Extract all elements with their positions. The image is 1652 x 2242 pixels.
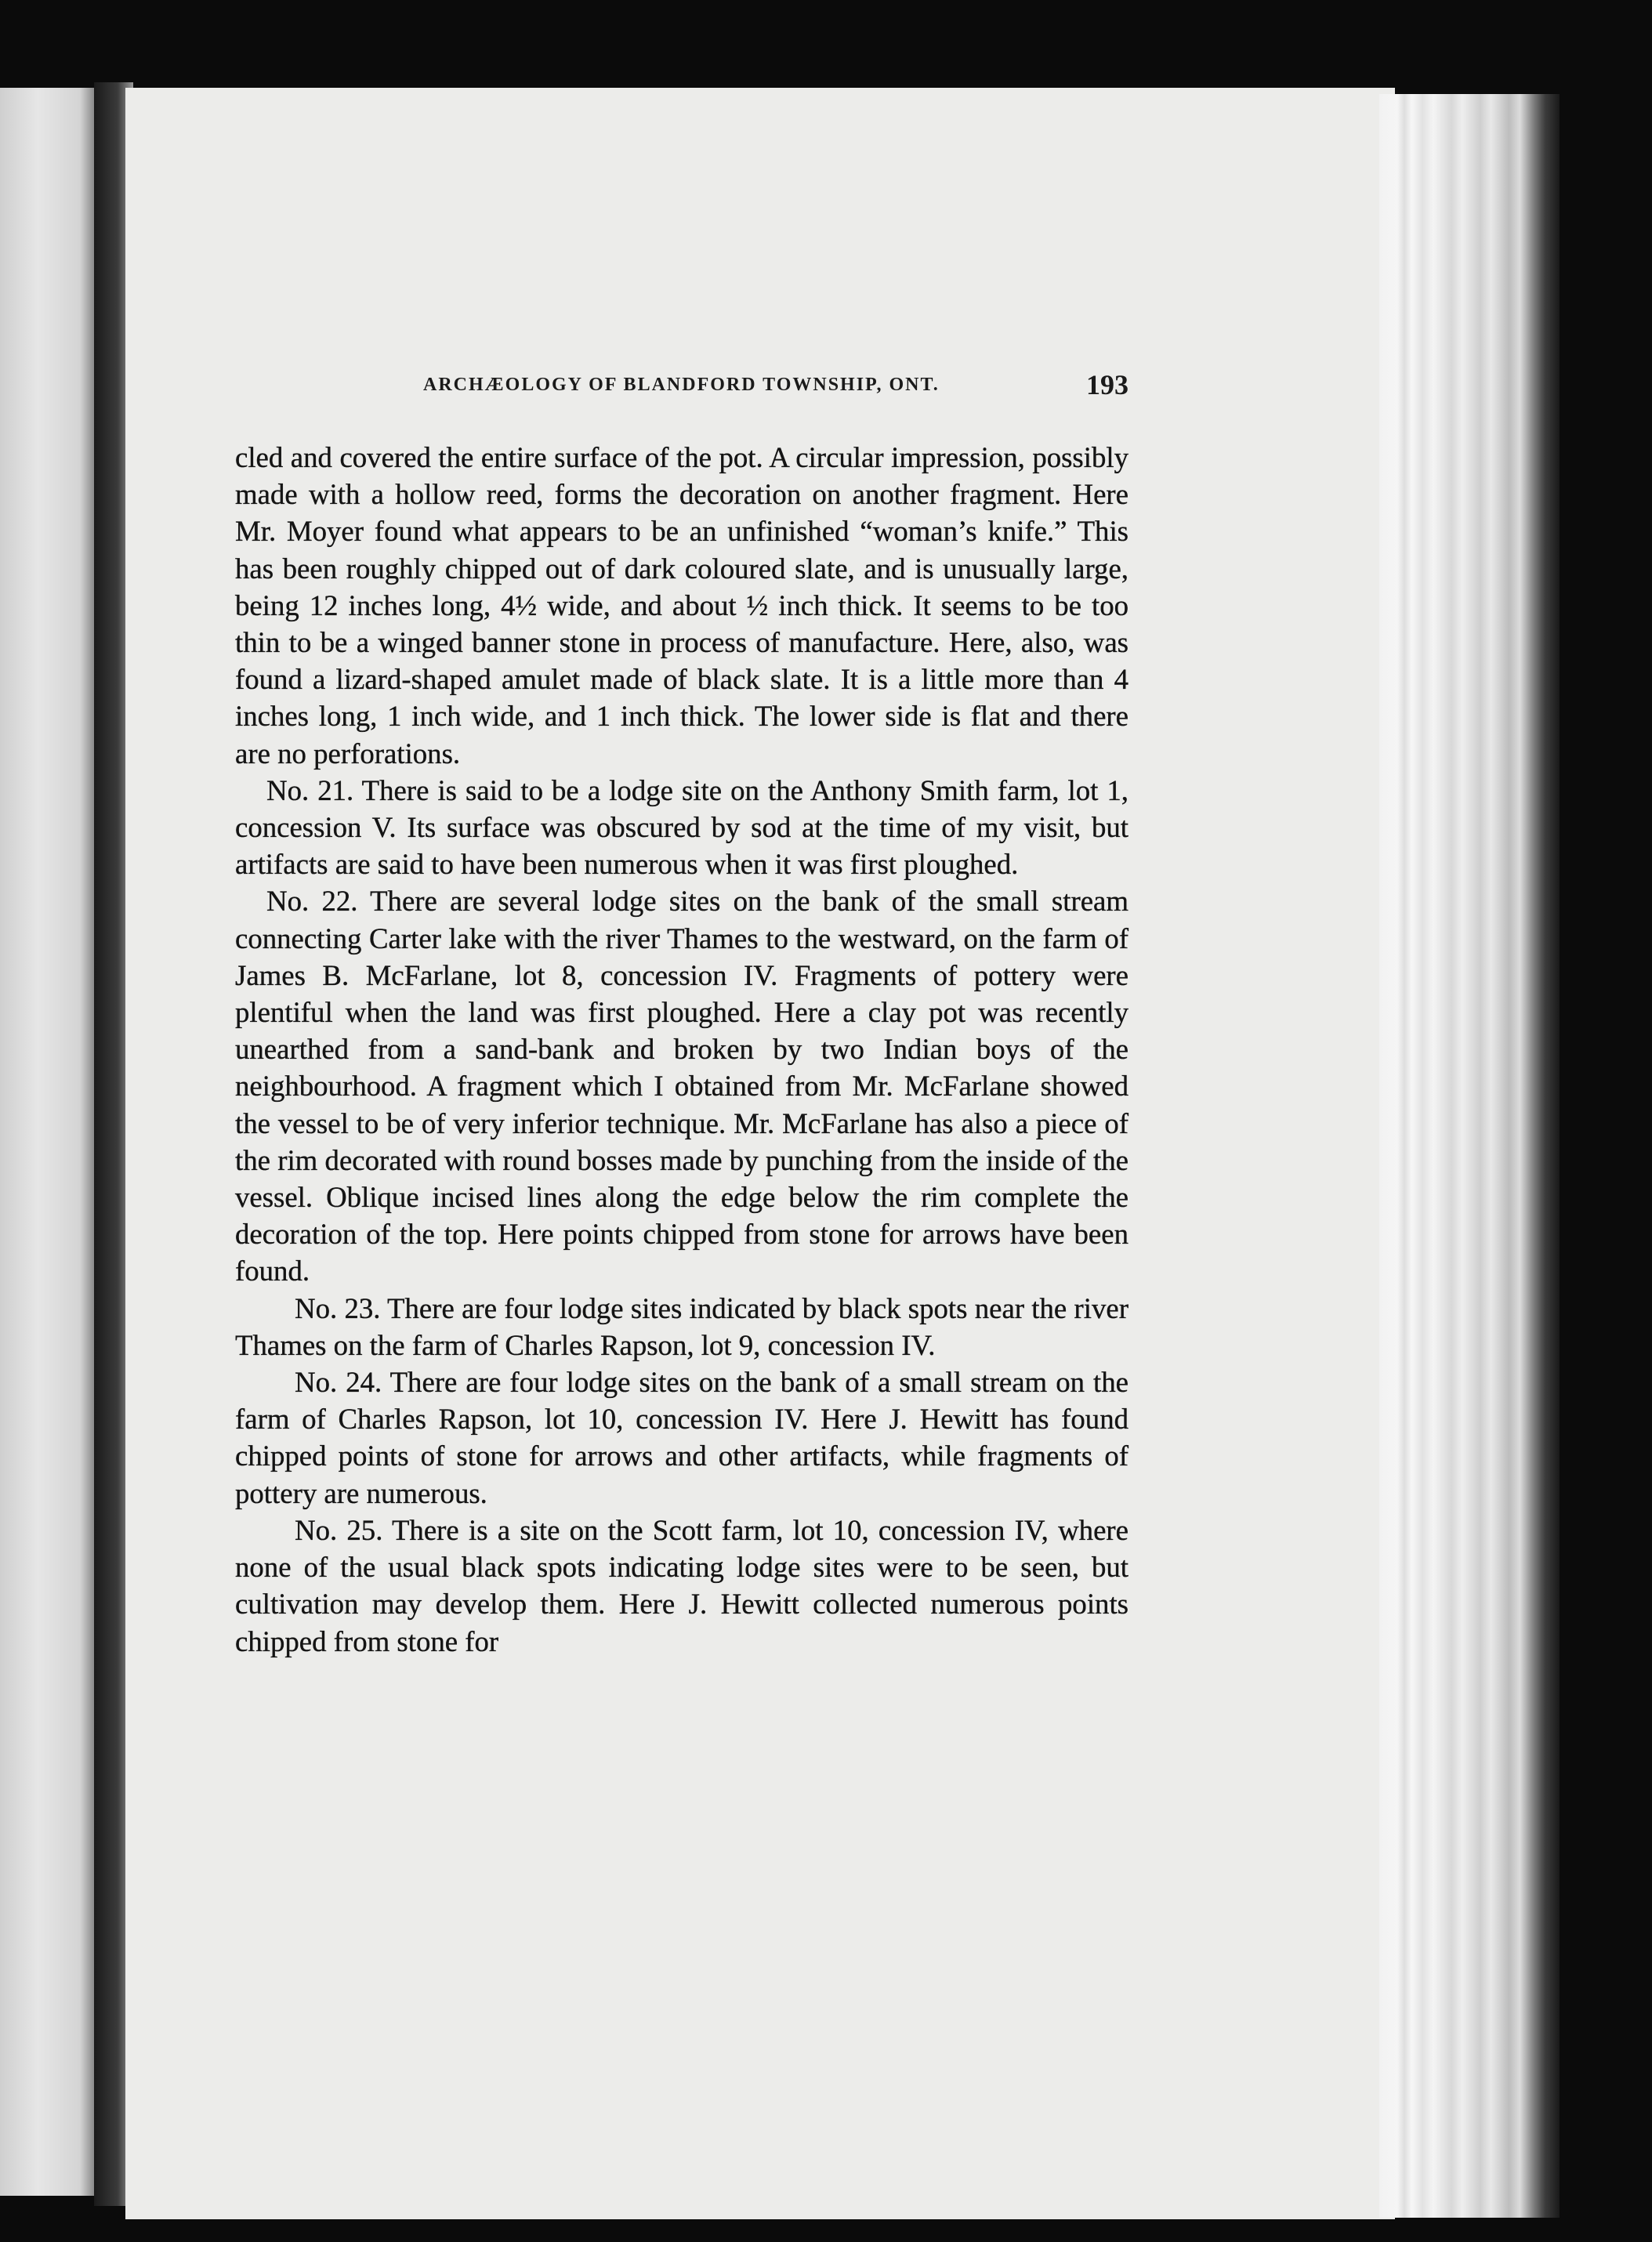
paragraph-continued: cled and covered the entire surface of the pot. A circular impression, possibly made with a hollow reed, forms the decoration on another fragment. Here Mr. Moyer found what appears to be an unfinished “woman’s knife.” This has been roughly chipped out of dark coloured slate, and is unusually large, being 12 inches long, 4½ wide, and about ½ inch thick. It seems to be too thin to be a winged banner stone in process of manufacture. Here, also, was found a lizard-shaped amulet made of black slate. It is a little more than 4 inches long, 1 inch wide, and 1 inch thick. The lower side is flat and there are no perforations. xyxy=(235,441,1129,770)
left-page-edge xyxy=(0,88,94,2196)
paragraph-no-25: No. 25. There is a site on the Scott farm, lot 10, concession IV, where none of the usual black spots indicating lodge sites were to be seen, but cultivation may develop them. Here J. Hewitt collected numerous points chipped from stone for xyxy=(235,1513,1129,1657)
page-number: 193 xyxy=(1086,369,1129,400)
paragraph-no-21: No. 21. There is said to be a lodge site on the Anthony Smith farm, lot 1, concession V. Its surface was obscured by sod at the time of my visit, but artifacts are said to have been numerous when it was first ploughed. xyxy=(235,773,1129,881)
paragraph-no-23: No. 23. There are four lodge sites indicated by black spots near the river Thames on the farm of Charles Rapson, lot 9, concession IV. xyxy=(235,1291,1129,1361)
paragraph-no-22: No. 22. There are several lodge sites on the bank of the small stream connecting Carter lake with the river Thames to the westward, on the farm of James B. McFarlane, lot 8, concession IV. Fragments of pottery were plentiful when the land was first ploughed. Here a clay pot was recently unearthed from a sand-bank and broken by two Indian boys of the neighbourhood. A fragment which I obtained from Mr. McFarlane showed the vessel to be of very inferior technique. Mr. McFarlane has also a piece of the rim decorated with round bosses made by punching from the inside of the vessel. Oblique incised lines along the edge below the rim complete the decoration of the top. Here points chipped from stone for arrows have been found. xyxy=(235,885,1129,1288)
running-title: ARCHÆOLOGY OF BLANDFORD TOWNSHIP, ONT. xyxy=(423,375,940,395)
right-page-stack xyxy=(1379,94,1560,2218)
body-text xyxy=(235,439,1129,1660)
paragraph-no-24: No. 24. There are four lodge sites on the bank of a small stream on the farm of Charles Rapson, lot 10, concession IV. Here J. Hewitt has found chipped points of stone for arrows and other artifacts, while fragments of pottery are numerous. xyxy=(235,1366,1129,1509)
